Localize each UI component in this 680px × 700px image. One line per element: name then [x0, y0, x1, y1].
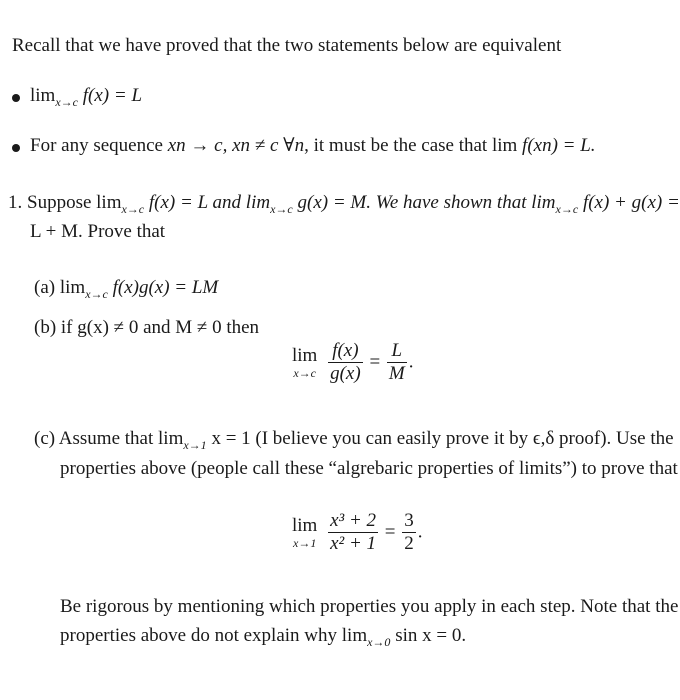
part-c-line-2: properties above (people call these “algrebaric properties of limits”) to prove that	[60, 458, 678, 479]
statement-2: For any sequence xn → c, xn ≠ c ∀n, it must be the case that lim f(xn) = L.	[30, 135, 596, 156]
part-a: (a) $\lim_{x\to c} f(x)g(x)$ = LM	[34, 277, 219, 301]
problem-1-line-2: L + M. Prove that	[30, 221, 166, 242]
intro-text: Recall that we have proved that the two statements below are equivalent	[12, 35, 562, 56]
part-c-display-equation: lim x→1 $\frac{\text{x³ + 2}}{\text{x² + 1}}$ = $\frac{3}{2}$ .	[292, 510, 423, 554]
bullet-icon	[12, 94, 20, 102]
problem-1-line-1: 1. Suppose $\lim_{x\to c} f(x) = L$ and $\lim_{x\to c} g(x) = M$. We have shown that $\lim_{x\to c} f(x) + g(x)$ =	[8, 192, 680, 216]
bullet-icon	[12, 144, 20, 152]
part-b: (b) if g(x) ≠ 0 and M ≠ 0 then	[34, 317, 260, 338]
note-line-1: Be rigorous by mentioning which properties you apply in each step. Note that the	[60, 596, 679, 617]
part-c-line-1: (c) Assume that $\lim_{x\to 1} x = 1$ (I believe you can easily prove it by ϵ,δ proof). Use the	[34, 428, 674, 452]
note-line-2: properties above do not explain why $\lim_{x\to 0} \sin x = 0$.	[60, 625, 467, 649]
part-b-display-equation: lim x→c $\frac{f(x)}{g(x)}$ = $\frac{L}{M}$ .	[292, 340, 414, 384]
statement-1: $\lim_{x\to c} f(x) = L$	[30, 85, 143, 109]
